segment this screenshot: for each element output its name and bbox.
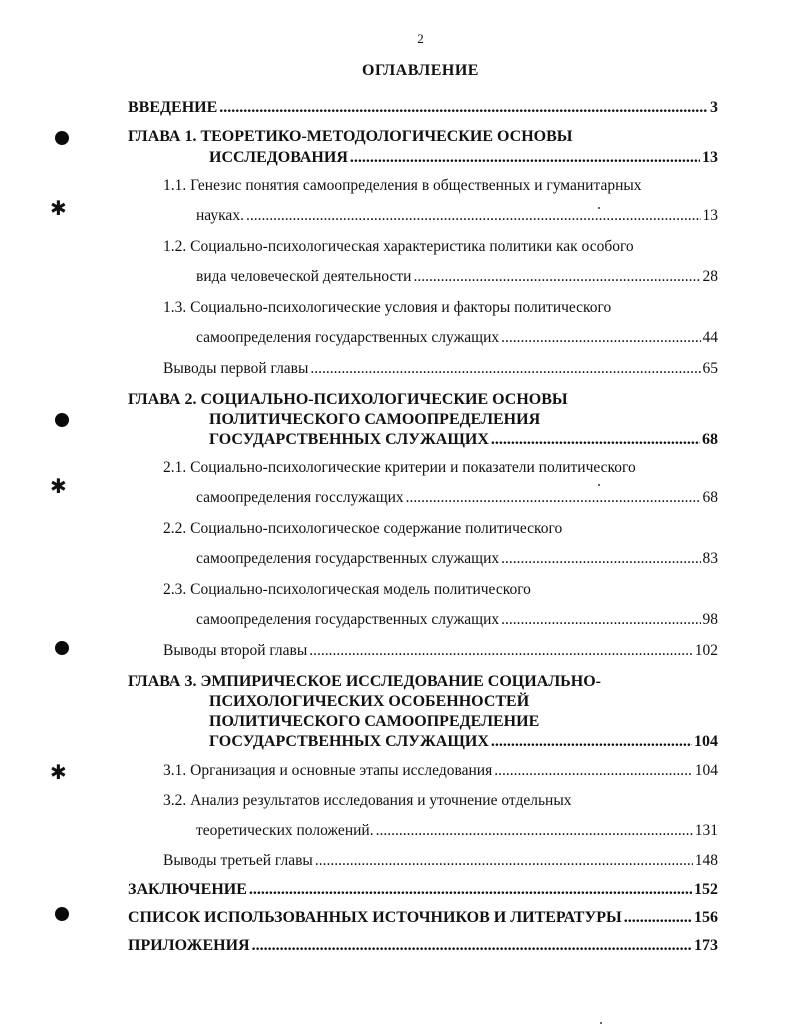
toc-page-number: 173 <box>694 937 718 954</box>
toc-entry-label: самоопределения государственных служащих <box>196 329 500 346</box>
section-1-3-end <box>196 329 718 347</box>
chapter-1-heading-end <box>209 149 718 167</box>
toc-entry-label: Выводы первой главы <box>163 360 309 377</box>
section-3-2-end <box>196 822 718 840</box>
toc-entry-label: СПИСОК ИСПОЛЬЗОВАННЫХ ИСТОЧНИКОВ И ЛИТЕРАТУРЫ <box>128 909 622 926</box>
toc-entry-label: ГОСУДАРСТВЕННЫХ СЛУЖАЩИХ <box>209 431 489 448</box>
chapter-1-conclusion <box>163 360 718 378</box>
section-3-2-title: 3.2. Анализ результатов исследования и уточнение отдельных <box>163 792 572 809</box>
page-number: 2 <box>417 31 424 46</box>
toc-entry-intro <box>128 99 718 117</box>
leader-dots <box>310 360 700 378</box>
toc-entry-label: ИССЛЕДОВАНИЯ <box>209 149 348 166</box>
toc-page-number: 68 <box>702 489 718 506</box>
chapter-2-heading: ГЛАВА 2. СОЦИАЛЬНО-ПСИХОЛОГИЧЕСКИЕ ОСНОВЫ <box>128 391 568 408</box>
toc-entry-label: самоопределения государственных служащих <box>196 611 500 628</box>
section-1-1-title: 1.1. Генезис понятия самоопределения в общественных и гуманитарных <box>163 177 642 194</box>
section-2-2-end <box>196 550 718 568</box>
toc-page-number: 3 <box>710 99 718 116</box>
leader-dots <box>315 852 693 870</box>
punch-hole-3 <box>55 641 69 655</box>
chapter-2-heading-line2: ПОЛИТИЧЕСКОГО САМООПРЕДЕЛЕНИЯ <box>209 411 541 428</box>
chapter-3-heading: ГЛАВА 3. ЭМПИРИЧЕСКОЕ ИССЛЕДОВАНИЕ СОЦИАЛЬНО- <box>128 673 601 690</box>
toc-page-number: 65 <box>702 360 718 377</box>
leader-dots <box>624 909 692 927</box>
toc-entry-label: вида человеческой деятельности <box>196 268 412 285</box>
leader-dots <box>413 268 700 286</box>
leader-dots <box>309 642 692 660</box>
toc-entry-label: самоопределения госслужащих <box>196 489 404 506</box>
toc-entry-label: Выводы третьей главы <box>163 852 313 869</box>
toc-page-number: 13 <box>702 149 718 166</box>
section-1-3-title: 1.3. Социально-психологические условия и факторы политического <box>163 299 612 316</box>
toc-entry-label: ПРИЛОЖЕНИЯ <box>128 937 250 954</box>
ink-blot-icon-3: ✱ <box>50 762 67 784</box>
page-title: ОГЛАВЛЕНИЕ <box>362 62 479 79</box>
chapter-3-conclusion <box>163 852 718 870</box>
leader-dots <box>406 489 701 507</box>
toc-entry-label: ВВЕДЕНИЕ <box>128 99 218 116</box>
speck <box>598 484 600 486</box>
toc-page-number: 83 <box>702 550 718 567</box>
toc-page-number: 152 <box>694 881 718 898</box>
speck <box>600 1022 602 1024</box>
leader-dots <box>246 207 701 225</box>
chapter-2-conclusion <box>163 642 718 660</box>
section-1-2-end <box>196 268 718 286</box>
chapter-3-heading-end <box>209 733 718 751</box>
toc-page-number: 156 <box>694 909 718 926</box>
leader-dots <box>501 611 700 629</box>
leader-dots <box>491 733 692 751</box>
leader-dots <box>501 550 700 568</box>
toc-page-number: 13 <box>702 207 718 224</box>
toc-page-number: 102 <box>694 642 718 659</box>
toc-entry-conclusion <box>128 881 718 899</box>
toc-entry-sources <box>128 909 718 927</box>
section-2-1-end <box>196 489 718 507</box>
leader-dots <box>249 881 692 899</box>
toc-page-number: 98 <box>702 611 718 628</box>
punch-hole-1 <box>55 131 69 145</box>
toc-entry-label: науках. <box>196 207 244 224</box>
section-3-1 <box>163 762 718 780</box>
chapter-2-heading-end <box>209 431 718 449</box>
leader-dots <box>376 822 693 840</box>
toc-page-number: 28 <box>702 268 718 285</box>
chapter-1-heading: ГЛАВА 1. ТЕОРЕТИКО-МЕТОДОЛОГИЧЕСКИЕ ОСНОВЫ <box>128 128 573 145</box>
section-1-1-end <box>196 207 718 225</box>
section-2-3-title: 2.3. Социально-психологическая модель политического <box>163 581 531 598</box>
section-2-3-end <box>196 611 718 629</box>
punch-hole-2 <box>55 413 69 427</box>
toc-page-number: 104 <box>694 762 718 779</box>
chapter-3-heading-line2: ПСИХОЛОГИЧЕСКИХ ОСОБЕННОСТЕЙ <box>209 693 530 710</box>
toc-page-number: 131 <box>694 822 718 839</box>
leader-dots <box>491 431 700 449</box>
toc-page-number: 148 <box>694 852 718 869</box>
section-2-1-title: 2.1. Социально-психологические критерии и показатели политического <box>163 459 636 476</box>
chapter-3-heading-line3: ПОЛИТИЧЕСКОГО САМООПРЕДЕЛЕНИЕ <box>209 713 540 730</box>
leader-dots <box>252 937 692 955</box>
leader-dots <box>501 329 700 347</box>
toc-entry-label: ЗАКЛЮЧЕНИЕ <box>128 881 247 898</box>
toc-entry-label: теоретических положений. <box>196 822 374 839</box>
toc-entry-appendix <box>128 937 718 955</box>
toc-entry-label: Выводы второй главы <box>163 642 308 659</box>
leader-dots <box>350 149 700 167</box>
ink-blot-icon-2: ✱ <box>50 476 67 498</box>
section-2-2-title: 2.2. Социально-психологическое содержание политического <box>163 520 563 537</box>
toc-entry-label: ГОСУДАРСТВЕННЫХ СЛУЖАЩИХ <box>209 733 489 750</box>
punch-hole-4 <box>55 907 69 921</box>
leader-dots <box>219 99 708 117</box>
toc-page-number: 68 <box>702 431 718 448</box>
section-1-2-title: 1.2. Социально-психологическая характеристика политики как особого <box>163 238 634 255</box>
toc-entry-label: 3.1. Организация и основные этапы исследования <box>163 762 493 779</box>
toc-page-number: 104 <box>694 733 718 750</box>
toc-page-number: 44 <box>702 329 718 346</box>
leader-dots <box>494 762 693 780</box>
toc-entry-label: самоопределения государственных служащих <box>196 550 500 567</box>
ink-blot-icon-1: ✱ <box>50 198 67 220</box>
